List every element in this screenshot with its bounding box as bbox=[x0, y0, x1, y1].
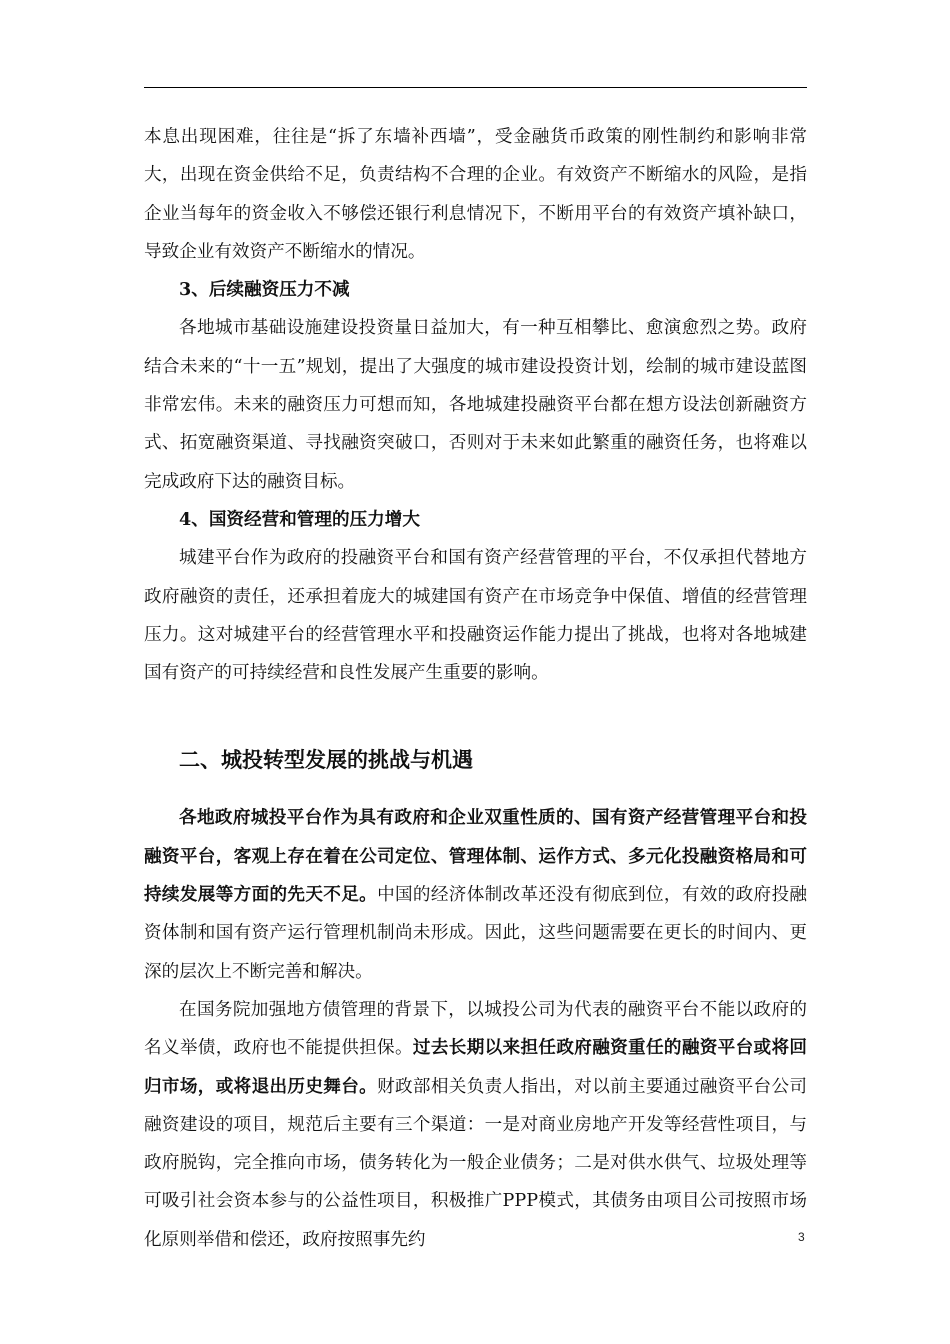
subheading-4: 4、国资经营和管理的压力增大 bbox=[179, 508, 420, 530]
spacer bbox=[144, 692, 807, 741]
page-number: 3 bbox=[798, 1230, 805, 1244]
paragraph-continuation: 本息出现困难，往往是“拆了东墙补西墙”，受金融货币政策的刚性制约和影响非常大，出现在资金供给不足，负责结构不合理的企业。有效资产不断缩水的风险，是指企业当每年的资金收入不够偿还银行利息情况下，不断用平台的有效资产填补缺口，导致企业有效资产不断缩水的情况。 bbox=[144, 127, 807, 262]
paragraph-platform-weakness bbox=[144, 799, 807, 990]
section-title: 二、城投转型发展的挑战与机遇 bbox=[179, 748, 473, 773]
plain-text: 财政部相关负责人指出，对以前主要通过融资平台公司融资建设的项目，规范后主要有三个渠道：一是对商业房地产开发等经营性项目，与政府脱钩，完全推向市场，债务转化为一般企业债务；二是对供水供气、垃圾处理等可吸引社会资本参与的公益性项目，积极推广PPP模式，其债务由项目公司按照市场化原则举借和偿还，政府按照事先约 bbox=[144, 1076, 807, 1250]
spacer bbox=[144, 779, 807, 799]
header-rule bbox=[144, 87, 807, 88]
paragraph-state-assets: 城建平台作为政府的投融资平台和国有资产经营管理的平台，不仅承担代替地方政府融资的责任，还承担着庞大的城建国有资产在市场竞争中保值、增值的经营管理压力。这对城建平台的经营管理水平和投融资运作能力提出了挑战，也将对各地城建国有资产的可持续经营和良性发展产生重要的影响。 bbox=[144, 548, 807, 684]
paragraph-debt-management bbox=[144, 991, 807, 1259]
subheading-3: 3、后续融资压力不减 bbox=[179, 279, 350, 301]
plain-text: 在国务院加强地方债管理的背景下，以城投公司为代表的融资平台不能以政府的名义举债，政府也不能提供担保。 bbox=[144, 999, 807, 1059]
document-body bbox=[144, 118, 807, 1259]
bold-text: 各地政府城投平台作为具有政府和企业双重性质的、国有资产经营管理平台和投融资平台，客观上存在着在公司定位、管理体制、运作方式、多元化投融资格局和可持续发展等方面的先天不足。 bbox=[144, 807, 807, 906]
paragraph-financing-pressure: 各地城市基础设施建设投资量日益加大，有一种互相攀比、愈演愈烈之势。政府结合未来的“十一五”规划，提出了大强度的城市建设投资计划，绘制的城市建设蓝图非常宏伟。未来的融资压力可想而知，各地城建投融资平台都在想方设法创新融资方式、拓宽融资渠道、寻找融资突破口，否则对于未来如此繁重的融资任务，也将难以完成政府下达的融资目标。 bbox=[144, 318, 807, 492]
bold-text: 过去长期以来担任政府融资重任的融资平台或将回归市场，或将退出历史舞台。 bbox=[144, 1037, 807, 1097]
plain-text: 中国的经济体制改革还没有彻底到位，有效的政府投融资体制和国有资产运行管理机制尚未形成。因此，这些问题需要在更长的时间内、更深的层次上不断完善和解决。 bbox=[144, 885, 807, 982]
